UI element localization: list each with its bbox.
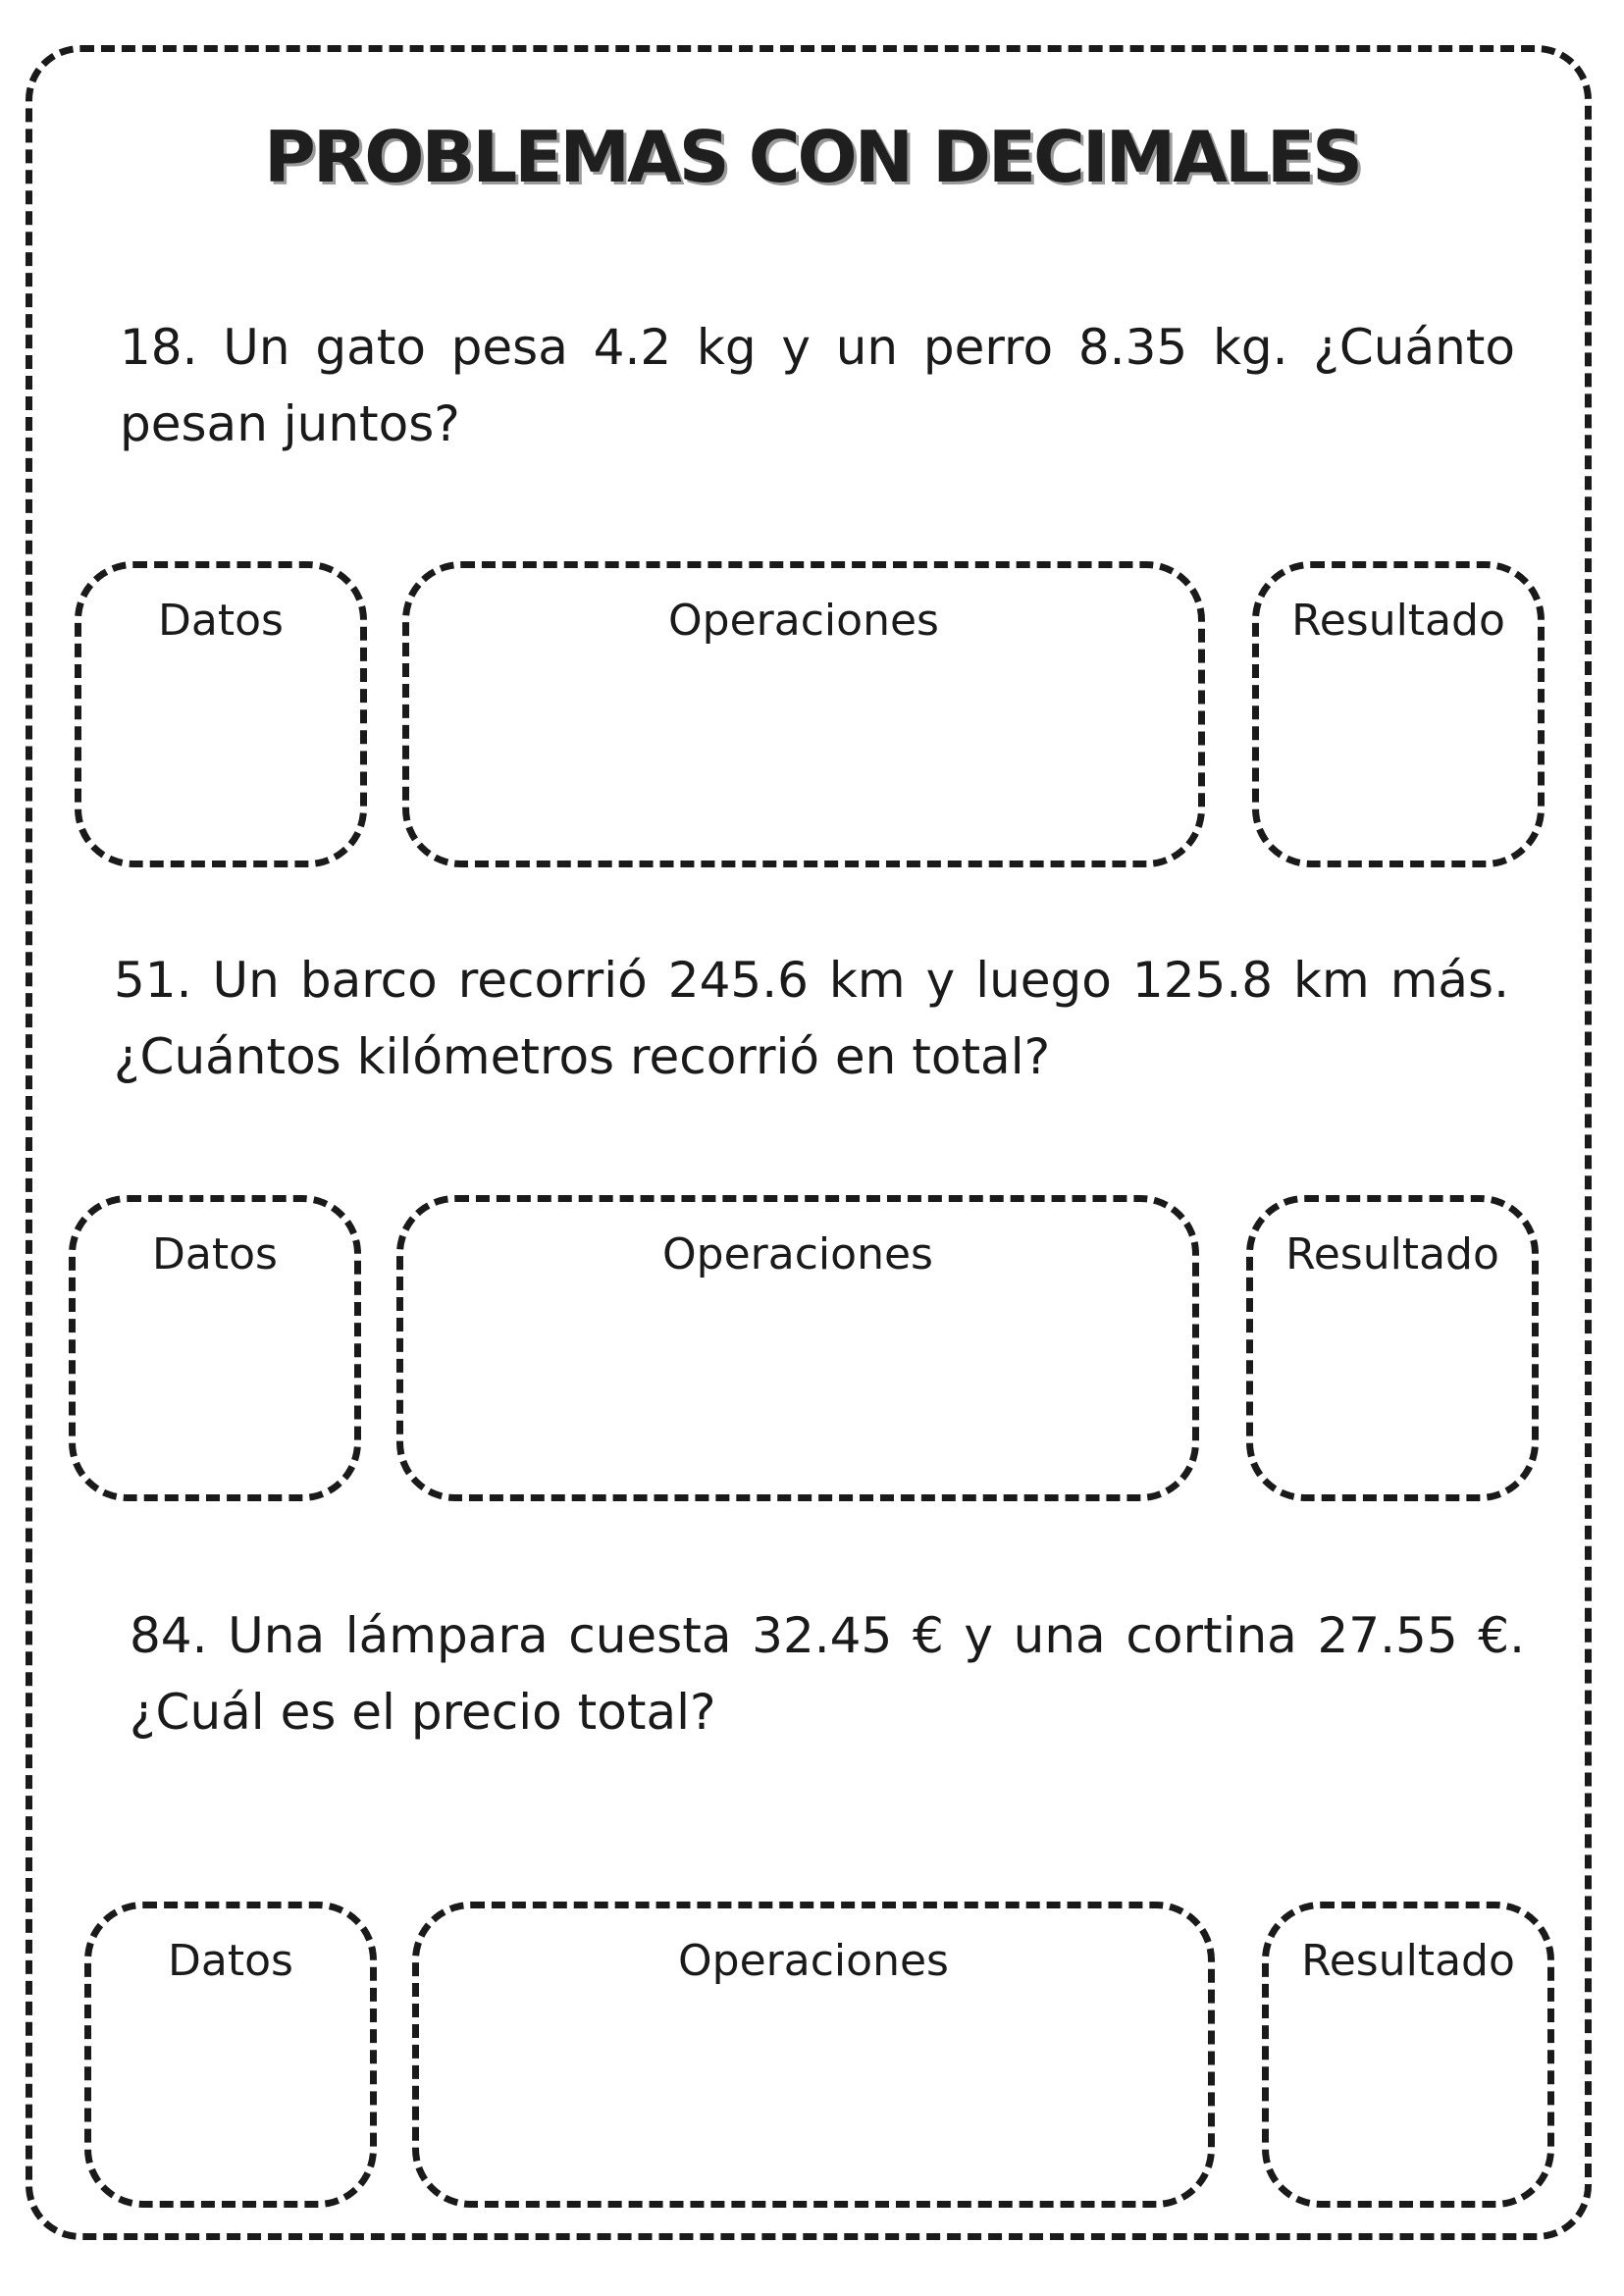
operaciones-box-3[interactable] xyxy=(412,1902,1215,2208)
operaciones-label: Operaciones xyxy=(662,1229,933,1279)
operaciones-label: Operaciones xyxy=(668,596,939,646)
datos-box-3[interactable] xyxy=(84,1902,377,2208)
problem-text-2: 51. Un barco recorrió 245.6 km y luego 125.8 km más. ¿Cuántos kilómetros recorrió en total? xyxy=(114,952,1509,1085)
resultado-label: Resultado xyxy=(1291,596,1505,646)
resultado-box-2[interactable] xyxy=(1246,1195,1539,1501)
datos-box-2[interactable] xyxy=(69,1195,361,1501)
problem-text-3: 84. Una lámpara cuesta 32.45 € y una cortina 27.55 €. ¿Cuál es el precio total? xyxy=(130,1607,1525,1741)
datos-label: Datos xyxy=(158,596,284,646)
page-title: PROBLEMAS CON DECIMALES xyxy=(264,116,1360,198)
resultado-box-1[interactable] xyxy=(1252,561,1545,867)
operaciones-box-1[interactable] xyxy=(402,561,1205,867)
resultado-label: Resultado xyxy=(1285,1229,1499,1279)
operaciones-label: Operaciones xyxy=(678,1936,949,1986)
datos-label: Datos xyxy=(152,1229,278,1279)
resultado-label: Resultado xyxy=(1301,1936,1515,1986)
datos-label: Datos xyxy=(168,1936,293,1986)
problem-text-1: 18. Un gato pesa 4.2 kg y un perro 8.35 kg. ¿Cuánto pesan juntos? xyxy=(120,319,1515,452)
operaciones-box-2[interactable] xyxy=(396,1195,1199,1501)
resultado-box-3[interactable] xyxy=(1262,1902,1554,2208)
datos-box-1[interactable] xyxy=(75,561,367,867)
